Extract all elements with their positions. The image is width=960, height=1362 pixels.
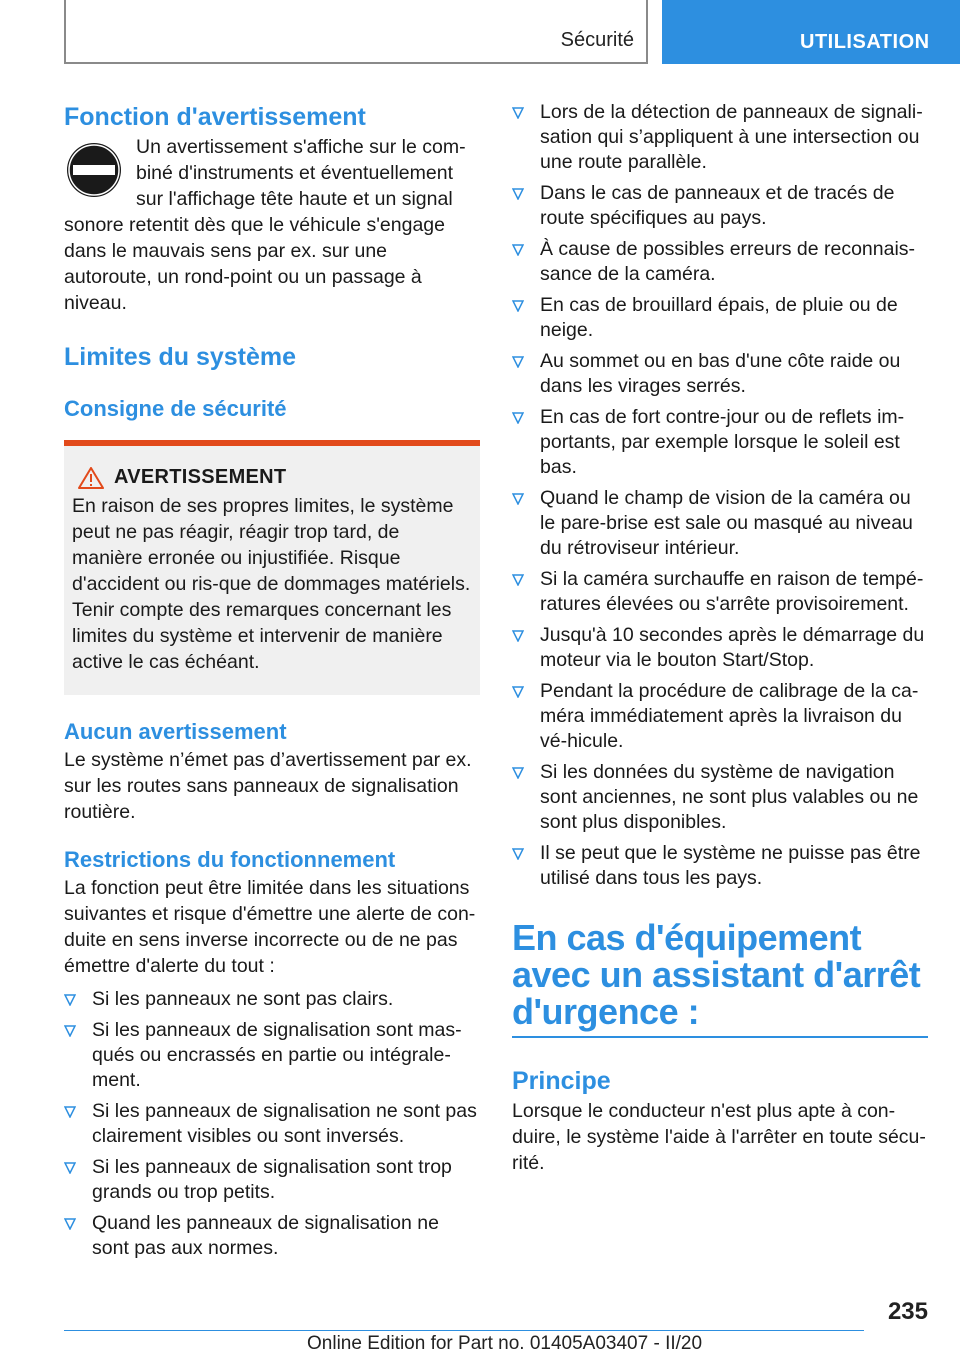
list-item: Quand les panneaux de signalisation ne sont pas aux normes.	[64, 1211, 480, 1261]
heading-emergency-stop: En cas d'équipement avec un assistant d'arrêt d'urgence :	[512, 917, 921, 1032]
bullet-triangle-icon	[64, 994, 76, 1006]
bullet-triangle-icon	[512, 356, 524, 368]
bullet-triangle-icon	[512, 412, 524, 424]
list-item: Jusqu'à 10 secondes après le démarrage du moteur via le bouton Start/Stop.	[512, 623, 928, 673]
list-item: Si les panneaux de signalisation sont trop grands ou trop petits.	[64, 1155, 480, 1205]
list-item: Au sommet ou en bas d'une côte raide ou dans les virages serrés.	[512, 349, 928, 399]
bullet-triangle-icon	[512, 300, 524, 312]
header-chapter-box	[662, 0, 960, 64]
list-item: En cas de fort contre-jour ou de reflets im-portants, par exemple lorsque le soleil est bas.	[512, 405, 928, 480]
page-number: 235	[887, 1298, 928, 1325]
list-item: Si les panneaux de signalisation sont mas-qués ou encrassés en partie ou intégrale-ment.	[64, 1018, 480, 1093]
left-bullet-list	[64, 987, 480, 1261]
heading-fonction: Fonction d'avertissement	[64, 103, 366, 131]
list-item: Dans le cas de panneaux et de tracés de route spécifiques au pays.	[512, 181, 928, 231]
paragraph-aucun: Le système n’émet pas d’avertissement par ex. sur les routes sans panneaux de signalisation routière.	[64, 749, 472, 823]
warning-text: En raison de ses propres limites, le système peut ne pas réagir, réagir trop tard, de manière erronée ou injustifiée. Risque d'accident ou ris-que de dommages matériels. Tenir compte des remarques concernant les limites du système et intervenir de manière active le cas échéant.	[72, 495, 471, 673]
paragraph-principe: Lorsque le conducteur n'est plus apte à con-duire, le système l'aide à l'arrêter en toute sécu-rité.	[512, 1100, 926, 1174]
list-item: Pendant la procédure de calibrage de la ca-méra immédiatement après la livraison du vé-hicule.	[512, 679, 928, 754]
heading-limites: Limites du système	[64, 343, 297, 371]
list-item: Si les panneaux de signalisation ne sont pas clairement visibles ou sont inversés.	[64, 1099, 480, 1149]
bullet-triangle-icon	[512, 188, 524, 200]
heading-aucun: Aucun avertissement	[64, 719, 287, 744]
warning-box	[64, 440, 480, 695]
bullet-triangle-icon	[512, 107, 524, 119]
emergency-section-title-block	[512, 919, 928, 1038]
bullet-triangle-icon	[64, 1162, 76, 1174]
warning-title: AVERTISSEMENT	[114, 466, 287, 488]
fonction-block	[64, 134, 480, 316]
list-item: Lors de la détection de panneaux de signali-sation qui s’appliquent à une intersection ou une route parallèle.	[512, 100, 928, 175]
right-bullet-list	[512, 100, 928, 891]
bullet-triangle-icon	[64, 1025, 76, 1037]
heading-principe: Principe	[512, 1067, 611, 1095]
bullet-triangle-icon	[512, 574, 524, 586]
left-column	[64, 100, 480, 1267]
list-item: En cas de brouillard épais, de pluie ou de neige.	[512, 293, 928, 343]
list-item: Si les panneaux ne sont pas clairs.	[64, 987, 480, 1012]
bullet-triangle-icon	[512, 493, 524, 505]
list-item: À cause de possibles erreurs de reconnais-sance de la caméra.	[512, 237, 928, 287]
header-chapter-title: UTILISATION	[800, 31, 930, 53]
bullet-triangle-icon	[64, 1106, 76, 1118]
header-section-box	[64, 0, 648, 64]
bullet-triangle-icon	[512, 686, 524, 698]
bullet-triangle-icon	[512, 630, 524, 642]
paragraph-restrictions: La fonction peut être limitée dans les situations suivantes et risque d'émettre une alerte de con-duite en sens inverse incorrecte ou de ne pas émettre d'alerte du tout :	[64, 877, 476, 977]
heading-restrictions: Restrictions du fonctionnement	[64, 847, 396, 872]
footer-divider	[64, 1330, 864, 1331]
footer-edition: Online Edition for Part no. 01405A03407 - II/20	[307, 1333, 703, 1354]
paragraph-fonction: Un avertissement s'affiche sur le com-biné d'instruments et éventuellement sur l'affichage tête haute et un signal sonore retentit dès que le véhicule s'engage dans le mauvais sens par ex. sur une autoroute, un rond-point ou un passage à niveau.	[64, 136, 466, 314]
list-item: Quand le champ de vision de la caméra ou le pare-brise est sale ou masqué au niveau du rétroviseur intérieur.	[512, 486, 928, 561]
list-item: Si les données du système de navigation sont anciennes, ne sont plus valables ou ne sont plus disponibles.	[512, 760, 928, 835]
bullet-triangle-icon	[512, 244, 524, 256]
right-column	[512, 100, 928, 1176]
warning-header	[72, 466, 472, 489]
header-section-title: Sécurité	[560, 29, 634, 51]
warning-triangle-icon	[78, 467, 104, 489]
list-item: Si la caméra surchauffe en raison de tempé-ratures élevées ou s'arrête provisoirement.	[512, 567, 928, 617]
bullet-triangle-icon	[512, 848, 524, 860]
list-item: Il se peut que le système ne puisse pas être utilisé dans tous les pays.	[512, 841, 928, 891]
bullet-triangle-icon	[64, 1218, 76, 1230]
heading-consigne: Consigne de sécurité	[64, 396, 287, 421]
no-entry-sign-icon	[64, 140, 124, 200]
bullet-triangle-icon	[512, 767, 524, 779]
